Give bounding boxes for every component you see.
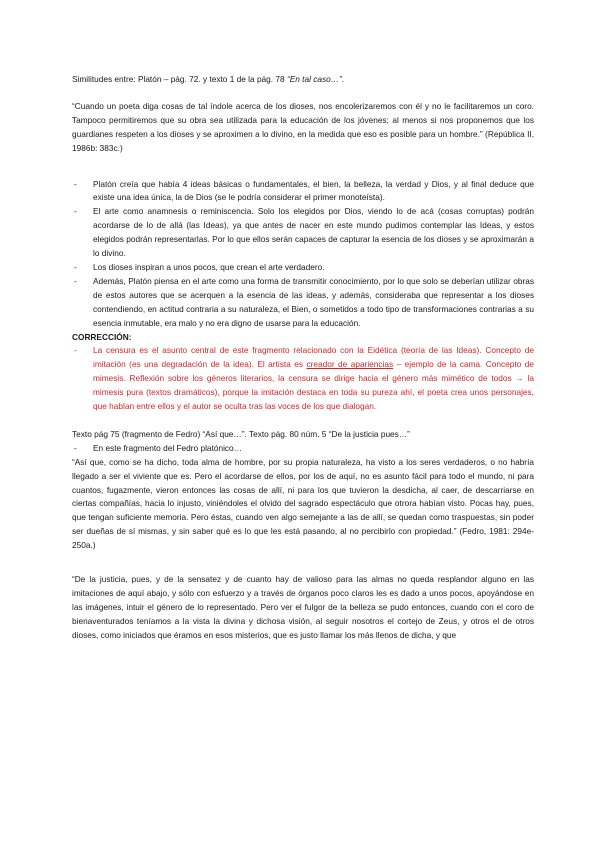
bullet-list — [72, 178, 534, 331]
quote-fedro-1: “Así que, como se ha dicho, toda alma de hombre, por su propia naturaleza, ha visto a los seres verdaderos, o no habría llegado a ser el viviente que es. Pero el acordarse de ellos, por los de aquí, no es asunto fácil para todo el mundo, ni para cuantos, fugazmente, vieron entonces las cosas de allí, ni para los que tuvieron la desdicha, al caer, de descarriarse en ciertas compañías, hacia lo injusto, viniéndoles el olvido del sagrado espectáculo que otrora habían visto. Pocas hay, pues, que tengan suficiente memoria. Pero éstas, cuando ven algo semejante a las de allí, se quedan como traspuestas, sin poder ser dueñas de sí mismas, y sin saber qué es lo que les está pasando, al no percibirlo con propiedad.” (Fedro, 1981: 294e-250a.) — [72, 456, 534, 551]
list-item: - Los dioses inspiran a unos pocos, que crean el arte verdadero. — [93, 261, 534, 275]
texto-list — [72, 442, 534, 456]
heading-prefix: Similitudes entre: Platón – pág. 72. y texto 1 de la pág. 78 — [72, 74, 287, 84]
texto-heading: Texto pág 75 (fragmento de Fedro) “Así que…”. Texto pág. 80 núm. 5 “De la justicia pues…” — [72, 428, 410, 439]
quote-republica: “Cuando un poeta diga cosas de tal índole acerca de los dioses, nos encolerizaremos con él y no le facilitaremos un coro. Tampoco permitiremos que su obra sea utilizada para la educación de los jóvenes; al menos si nos proponemos que los guardianes respeten a los dioses y se aproximen a lo divino, en la medida que eso es posible para un hombre.” (República II, 1986b: 383c.) — [72, 100, 534, 153]
list-item: - Platón creía que había 4 ideas básicas o fundamentales, el bien, la belleza, la verdad y Dios, y al final deduce que existe una idea única, la de Dios (se le podría considerar el primer monoteísta). — [93, 178, 534, 206]
heading-suffix: . — [341, 74, 345, 84]
list-item: - Además, Platón piensa en el arte como una forma de transmitir conocimiento, por lo que solo se deberían utilizar obras de estos autores que se acerquen a la esencia de las ideas, y además, consideraba que representar a los dioses contendiendo, en actitud contraria a su naturaleza, el Bien, o sometidos a todo tipo de transformaciones contrarias a su esencia inmutable, era malo y no era digno de usarse para la educación. — [93, 275, 534, 331]
correccion-text-1: La censura es el asunto central de este fragmento relacionado con la Eidética (teoría de las Ideas). Concepto de imitación (es una degradación de la idea). El artista es — [93, 345, 534, 370]
correccion-text-2: – ejemplo de la cama. Concepto de mimesis. Reflexión sobre los géneros literarios, la censura se dirige hacia el género más mimético de todos → la mimesis pura (textos dramáticos), porque la imitación destaca en toda su pureza ahí, el poeta crea unos personajes, que hablan entre ellos y el autor se oculta tras las voces de los que dialogan. — [93, 359, 534, 412]
page-heading — [72, 73, 534, 87]
list-item: - El arte como anamnesis o reminiscencia. Solo los elegidos por Dios, viendo lo de acá (cosas corruptas) podrán acordarse de lo de allá (las Ideas), ya que antes de nacer en este mundo pudimos contemplar las Ideas, y estos elegidos podrán representarlas. Por lo que ellos serán capaces de capturar la esencia de los dioses y se aproximarán a lo divino. — [93, 205, 534, 261]
correccion-title: CORRECCIÓN: — [72, 331, 132, 342]
correccion-list — [72, 344, 534, 414]
quote-fedro-2: “De la justicia, pues, y de la sensatez y de cuanto hay de valioso para las almas no queda resplandor alguno en las imitaciones de aquí abajo, y sólo con esfuerzo y a través de órganos poco claros les es dado a unos pocos, apoyándose en las imágenes, intuir el género de lo representado. Pero ver el fulgor de la belleza se pudo entonces, cuando con el coro de bienaventurados teníamos a la vista la divina y dichosa visión, al seguir nosotros el cortejo de Zeus, y otros el de otros dioses, como iniciados que éramos en esos misterios, que es justo llamar los más llenos de dicha, y que — [72, 574, 534, 640]
correccion-item — [93, 344, 534, 414]
list-item: - En este fragmento del Fedro platónico… — [93, 442, 534, 456]
creador-apariencias-link[interactable]: creador de apariencias — [306, 359, 394, 370]
heading-italic: “En tal caso…” — [286, 74, 342, 84]
